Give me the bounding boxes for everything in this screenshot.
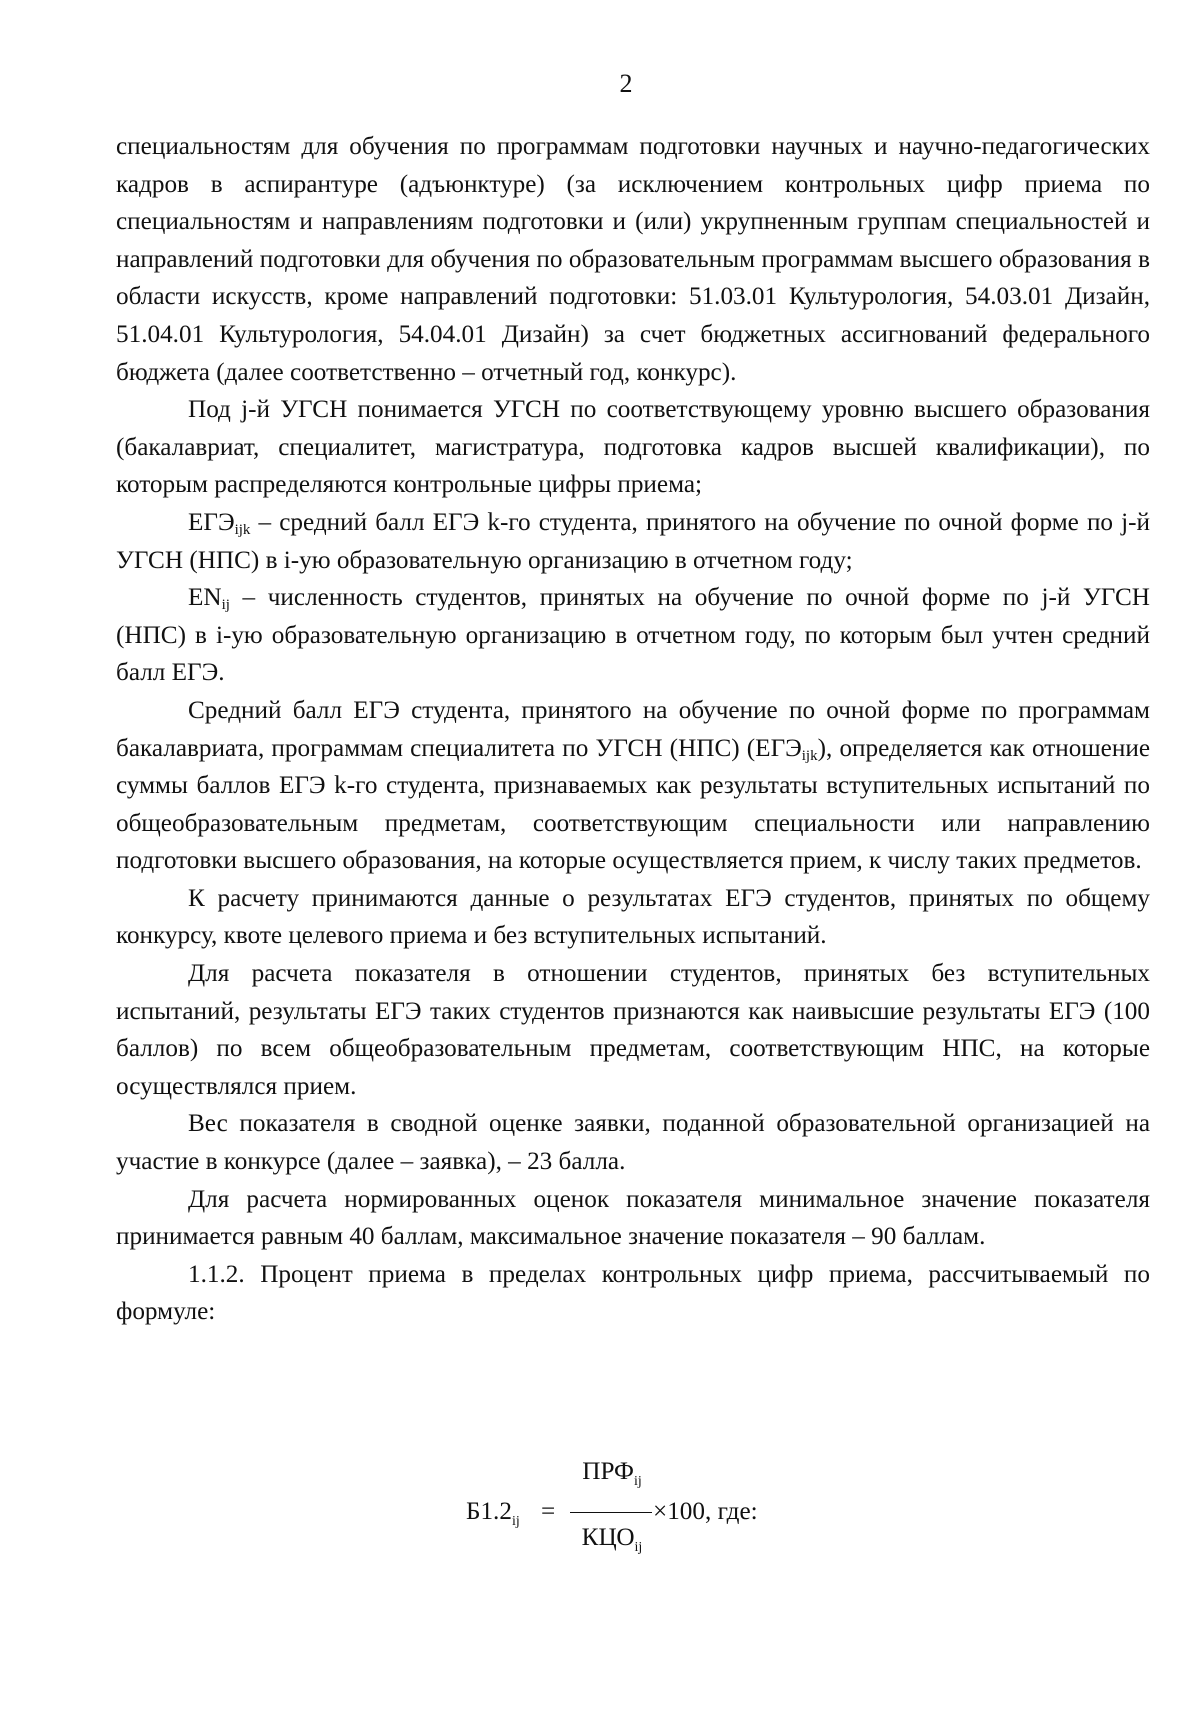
formula-denominator: $КЦО_{ij}$ bbox=[581, 1524, 643, 1555]
text-run: Для расчета показателя в отношении студентов, принятых без вступительных испытаний, результаты ЕГЭ таких студентов признаются как наивысшие результаты ЕГЭ (100 баллов) по всем общеобразовательным предметам, соответствующим НПС, на которые осуществлялся прием. bbox=[116, 960, 1150, 1100]
paragraph bbox=[116, 391, 1150, 504]
text-run: Под j-й УГСН понимается УГСН по соответствующему уровню высшего образования (бакалавриат, специалитет, магистратура, подготовка кадров высшей квалификации), по которым распределяются контрольные цифры приема; bbox=[116, 396, 1150, 499]
page-number: 2 bbox=[619, 69, 633, 98]
formula-equals: = bbox=[541, 1498, 556, 1525]
paragraph bbox=[116, 128, 1150, 391]
paragraph bbox=[116, 692, 1150, 880]
document-body bbox=[116, 128, 1150, 1331]
text-run: 1.1.2. Процент приема в пределах контрольных цифр приема, рассчитываемый по формуле: bbox=[116, 1260, 1150, 1326]
subscript: ijk bbox=[801, 747, 818, 764]
text-run: EN bbox=[188, 584, 222, 612]
subscript: ijk bbox=[234, 521, 251, 538]
text-run: ), определяется как отношение суммы баллов ЕГЭ k-го студента, признаваемых как результаты вступительных испытаний по общеобразовательным предметам, соответствующим специальности или направлению подготовки высшего образования, на которые осуществляется прием, к числу таких предметов. bbox=[116, 734, 1150, 875]
paragraph bbox=[116, 880, 1150, 955]
formula-lhs: $Б1.2_{ij}$ bbox=[466, 1498, 520, 1529]
text-run: ЕГЭ bbox=[188, 508, 235, 536]
text-run: Для расчета нормированных оценок показателя минимальное значение показателя принимается равным 40 баллам, максимальное значение показателя – 90 баллам. bbox=[116, 1185, 1150, 1251]
formula-numerator: $ПРФ_{ij}$ bbox=[582, 1458, 642, 1489]
paragraph bbox=[116, 955, 1150, 1105]
text-run: специальностям для обучения по программам подготовки научных и научно-педагогических кадров в аспирантуре (адъюнктуре) (за исключением контрольных цифр приема по специальностям и направлениям подготовки и (или) укрупненным группам специальностей и направлений подготовки для обучения по образовательным программам высшего образования в области искусств, кроме направлений подготовки: 51.03.01 Культурология, 54.03.01 Дизайн, 51.04.01 Культурология, 54.04.01 Дизайн) за счет бюджетных ассигнований федерального бюджета (далее соответственно – отчетный год, конкурс). bbox=[116, 133, 1150, 386]
paragraph bbox=[116, 1105, 1150, 1180]
formula-rhs: ×100, где: bbox=[653, 1498, 758, 1525]
formula-fraction-bar bbox=[570, 1512, 652, 1513]
formula bbox=[0, 1452, 1200, 1582]
text-run: Вес показателя в сводной оценке заявки, поданной образовательной организацией на участие в конкурсе (далее – заявка), – 23 балла. bbox=[116, 1110, 1150, 1176]
text-run: К расчету принимаются данные о результатах ЕГЭ студентов, принятых по общему конкурсу, квоте целевого приема и без вступительных испытаний. bbox=[116, 884, 1150, 950]
paragraph bbox=[116, 1181, 1150, 1256]
paragraph bbox=[116, 579, 1150, 692]
subscript: ij bbox=[221, 597, 230, 614]
paragraph bbox=[116, 1256, 1150, 1331]
text-run: – численность студентов, принятых на обучение по очной форме по j-й УГСН (НПС) в i-ую образовательную организацию в отчетном году, по которым был учтен средний балл ЕГЭ. bbox=[116, 584, 1150, 687]
text-run: – средний балл ЕГЭ k-го студента, принятого на обучение по очной форме по j-й УГСН (НПС) в i-ую образовательную организацию в отчетном году; bbox=[116, 508, 1150, 574]
paragraph bbox=[116, 504, 1150, 579]
text-run: Средний балл ЕГЭ студента, принятого на обучение по очной форме по программам бакалавриата, программам специалитета по УГСН (НПС) (ЕГЭ bbox=[116, 696, 1150, 762]
